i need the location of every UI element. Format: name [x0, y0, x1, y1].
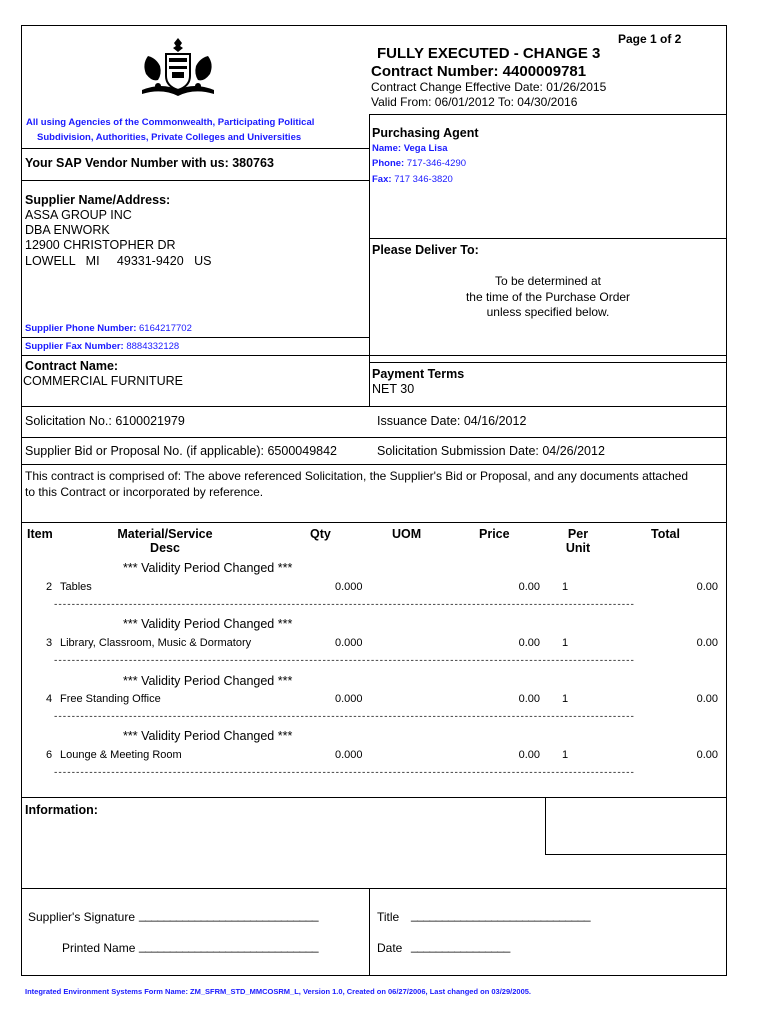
- row-total: 0.00: [696, 581, 718, 593]
- agent-name: Name: Vega Lisa: [372, 143, 448, 154]
- row-divider: ------------------------------------------------------------------------------------------------------------------------------------: [53, 600, 634, 610]
- row-qty: 0.000: [335, 581, 363, 593]
- col-total: Total: [651, 527, 680, 541]
- row-qty: 0.000: [335, 637, 363, 649]
- agencies-line-2: Subdivision, Authorities, Private Colleges and Universities: [37, 132, 302, 143]
- row-desc: Tables: [60, 581, 92, 593]
- information-heading: Information:: [25, 803, 98, 817]
- row-price: 0.00: [518, 693, 540, 705]
- supplier-phone: Supplier Phone Number: 6164217702: [25, 323, 192, 334]
- supplier-signature-field[interactable]: _____________________________: [139, 908, 319, 922]
- row-qty: 0.000: [335, 693, 363, 705]
- comprised-line-2: to this Contract or incorporated by reference.: [25, 485, 264, 499]
- row-qty: 0.000: [335, 749, 363, 761]
- table-row: [0, 637, 770, 651]
- row-note: *** Validity Period Changed ***: [123, 674, 293, 688]
- contract-name: COMMERCIAL FURNITURE: [23, 374, 183, 388]
- row-per: 1: [562, 749, 569, 761]
- agent-fax: Fax: 717 346-3820: [372, 174, 453, 185]
- row-per: 1: [562, 581, 569, 593]
- deliver-heading: Please Deliver To:: [372, 243, 479, 257]
- valid-dates: Valid From: 06/01/2012 To: 04/30/2016: [371, 95, 578, 109]
- commonwealth-seal-icon: [138, 36, 218, 102]
- row-total: 0.00: [696, 637, 718, 649]
- payment-terms: NET 30: [372, 382, 415, 396]
- row-divider: ------------------------------------------------------------------------------------------------------------------------------------: [53, 712, 634, 722]
- printed-name-label: Printed Name: [62, 941, 136, 955]
- date-field[interactable]: ________________: [411, 939, 510, 953]
- contract-name-label: Contract Name:: [25, 359, 119, 373]
- supplier-line-4: LOWELL MI 49331-9420 US: [25, 254, 212, 268]
- title-label: Title: [377, 910, 400, 924]
- table-row: [0, 693, 770, 707]
- row-item: 2: [46, 581, 53, 593]
- supplier-signature-label: Supplier's Signature: [28, 910, 136, 924]
- row-total: 0.00: [696, 749, 718, 761]
- supplier-heading: Supplier Name/Address:: [25, 193, 171, 207]
- row-price: 0.00: [518, 637, 540, 649]
- col-item: Item: [27, 527, 53, 541]
- page-indicator: Page 1 of 2: [618, 32, 682, 46]
- table-row: [0, 749, 770, 763]
- printed-name-field[interactable]: _____________________________: [139, 939, 319, 953]
- row-per: 1: [562, 693, 569, 705]
- supplier-line-2: DBA ENWORK: [25, 223, 110, 237]
- col-qty: Qty: [310, 527, 331, 541]
- document-title: FULLY EXECUTED - CHANGE 3: [377, 45, 601, 62]
- contract-number: Contract Number: 4400009781: [371, 63, 587, 80]
- table-row: [0, 581, 770, 595]
- row-divider: ------------------------------------------------------------------------------------------------------------------------------------: [53, 656, 634, 666]
- row-item: 3: [46, 637, 53, 649]
- form-footer: Integrated Environment Systems Form Name: ZM_SFRM_STD_MMCOSRM_L, Version 1.0, Created on 06/27/2006, Last changed on 03/29/2005.: [25, 987, 531, 996]
- title-field[interactable]: _____________________________: [411, 908, 591, 922]
- col-desc: Material/Service Desc: [117, 527, 213, 555]
- row-note: *** Validity Period Changed ***: [123, 729, 293, 743]
- row-item: 6: [46, 749, 53, 761]
- row-price: 0.00: [518, 581, 540, 593]
- row-note: *** Validity Period Changed ***: [123, 561, 293, 575]
- col-per-unit: Per Unit: [565, 527, 591, 555]
- row-desc: Library, Classroom, Music & Dormatory: [60, 637, 252, 649]
- bid-number: Supplier Bid or Proposal No. (if applicable): 6500049842: [25, 444, 337, 458]
- comprised-line-1: This contract is comprised of: The above referenced Solicitation, the Supplier's Bid or Proposal, and any documents attached: [25, 469, 689, 483]
- solicitation-number: Solicitation No.: 6100021979: [25, 414, 185, 428]
- supplier-fax: Supplier Fax Number: 8884332128: [25, 341, 180, 352]
- submission-date: Solicitation Submission Date: 04/26/2012: [377, 444, 605, 458]
- row-note: *** Validity Period Changed ***: [123, 617, 293, 631]
- effective-date: Contract Change Effective Date: 01/26/2015: [371, 80, 607, 94]
- date-label: Date: [377, 941, 403, 955]
- row-price: 0.00: [518, 749, 540, 761]
- row-divider: ------------------------------------------------------------------------------------------------------------------------------------: [53, 768, 634, 778]
- agent-phone: Phone: 717-346-4290: [372, 158, 467, 169]
- purchasing-agent-heading: Purchasing Agent: [372, 126, 479, 140]
- vendor-number: Your SAP Vendor Number with us: 380763: [25, 156, 274, 170]
- supplier-line-1: ASSA GROUP INC: [25, 208, 132, 222]
- issuance-date: Issuance Date: 04/16/2012: [377, 414, 527, 428]
- deliver-line-2: the time of the Purchase Order: [465, 290, 631, 304]
- row-desc: Lounge & Meeting Room: [60, 749, 182, 761]
- payment-terms-label: Payment Terms: [372, 367, 465, 381]
- supplier-line-3: 12900 CHRISTOPHER DR: [25, 238, 176, 252]
- row-total: 0.00: [696, 693, 718, 705]
- col-price: Price: [479, 527, 510, 541]
- col-uom: UOM: [392, 527, 422, 541]
- row-desc: Free Standing Office: [60, 693, 161, 705]
- agencies-line-1: All using Agencies of the Commonwealth, Participating Political: [26, 117, 315, 128]
- deliver-line-1: To be determined at: [494, 274, 602, 288]
- row-per: 1: [562, 637, 569, 649]
- row-item: 4: [46, 693, 53, 705]
- deliver-line-3: unless specified below.: [486, 305, 610, 319]
